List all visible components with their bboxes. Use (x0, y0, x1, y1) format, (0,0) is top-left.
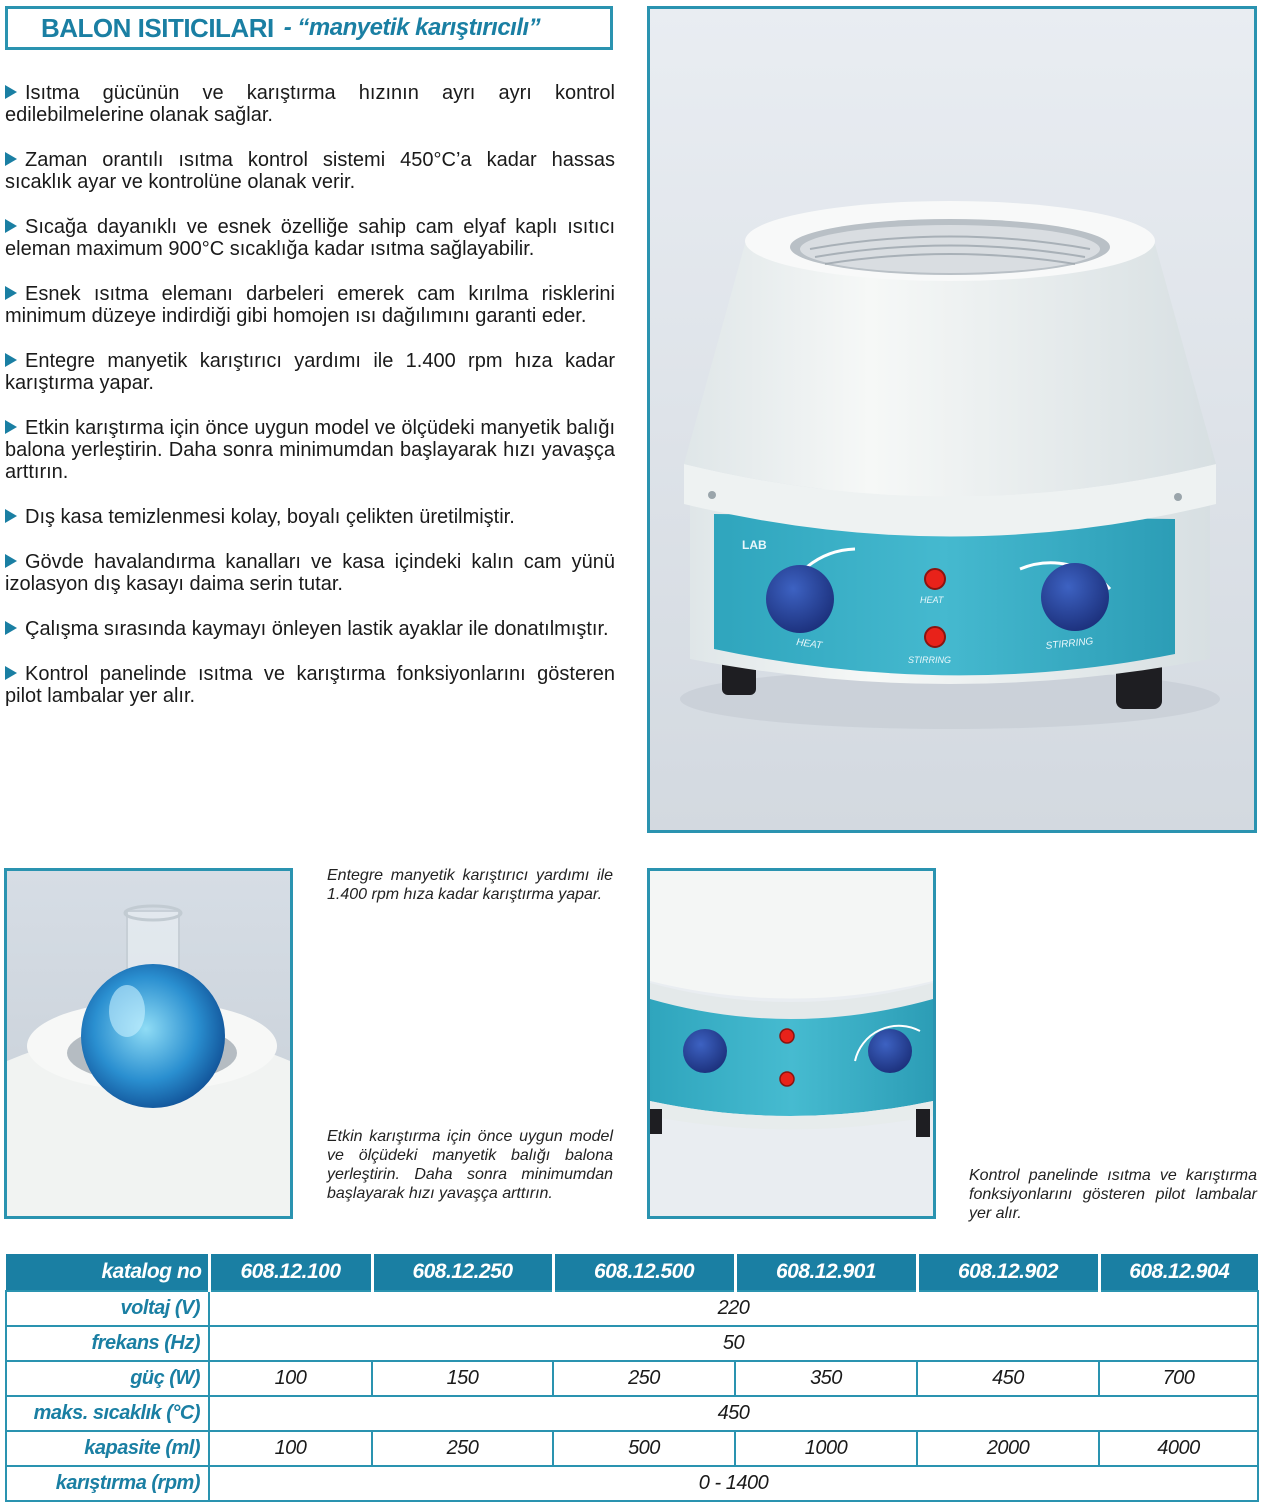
cell-value: 1000 (735, 1431, 917, 1466)
title-box (5, 6, 613, 50)
arrow-bullet-icon (5, 554, 17, 568)
flask-with-stirrer-illustration (7, 871, 290, 1216)
arrow-bullet-icon (5, 85, 17, 99)
control-panel-illustration (650, 871, 933, 1216)
brand-logo-text: LAB (742, 538, 767, 552)
arrow-bullet-icon (5, 286, 17, 300)
table-header-row (6, 1254, 1258, 1291)
row-label: voltaj (V) (6, 1291, 209, 1326)
cell-value: 150 (372, 1361, 553, 1396)
catalog-number: 608.12.904 (1099, 1254, 1258, 1291)
cell-value: 4000 (1099, 1431, 1258, 1466)
catalog-number: 608.12.901 (735, 1254, 917, 1291)
arrow-bullet-icon (5, 509, 17, 523)
table-row (6, 1291, 1258, 1326)
page-title: BALON ISITICILARI (41, 12, 274, 43)
catalog-number: 608.12.100 (209, 1254, 372, 1291)
table-row (6, 1431, 1258, 1466)
caption-stir-bar: Etkin karıştırma için önce uygun model ve ölçüdeki manyetik balığı balona yerleştirin. Daha sonra minimumdan başlayarak hızı yavaşça arttırın. (327, 1128, 613, 1202)
stirring-lamp-label: STIRRING (908, 655, 952, 665)
flask-photo (4, 868, 293, 1219)
feature-list (5, 82, 615, 730)
merged-value: 0 - 1400 (209, 1466, 1258, 1501)
cell-value: 500 (553, 1431, 735, 1466)
feature-item: Dış kasa temizlenmesi kolay, boyalı çelikten üretilmiştir. (5, 506, 615, 528)
feature-item: Çalışma sırasında kaymayı önleyen lastik ayaklar ile donatılmıştır. (5, 618, 615, 640)
table-row (6, 1326, 1258, 1361)
row-label: karıştırma (rpm) (6, 1466, 209, 1501)
row-label: kapasite (ml) (6, 1431, 209, 1466)
table-row (6, 1361, 1258, 1396)
merged-value: 50 (209, 1326, 1258, 1361)
heat-lamp-label: HEAT (920, 595, 944, 605)
merged-value: 220 (209, 1291, 1258, 1326)
feature-item: Esnek ısıtma elemanı darbeleri emerek cam kırılma risklerini minimum düzeye indirdiği gibi homojen ısı dağılımını garanti eder. (5, 283, 615, 327)
control-panel-photo (647, 868, 936, 1219)
stirring-knob-label: STIRRING (1045, 636, 1094, 652)
row-label: frekans (Hz) (6, 1326, 209, 1361)
arrow-bullet-icon (5, 420, 17, 434)
heat-knob-label: HEAT (795, 637, 823, 652)
cell-value: 350 (735, 1361, 917, 1396)
merged-value: 450 (209, 1396, 1258, 1431)
catalog-number: 608.12.250 (372, 1254, 553, 1291)
cell-value: 100 (209, 1431, 372, 1466)
cell-value: 250 (372, 1431, 553, 1466)
cell-value: 450 (917, 1361, 1099, 1396)
caption-pilot-lamps: Kontrol panelinde ısıtma ve karıştırma fonksiyonlarını gösteren pilot lambalar yer alır. (969, 1167, 1257, 1222)
page-subtitle: - “manyetik karıştırıcılı” (283, 14, 541, 41)
feature-item: Kontrol panelinde ısıtma ve karıştırma fonksiyonlarını gösteren pilot lambalar yer alır. (5, 663, 615, 707)
row-label: güç (W) (6, 1361, 209, 1396)
arrow-bullet-icon (5, 353, 17, 367)
arrow-bullet-icon (5, 666, 17, 680)
caption-stirrer: Entegre manyetik karıştırıcı yardımı ile 1.400 rpm hıza kadar karıştırma yapar. (327, 867, 613, 903)
product-photo (647, 6, 1257, 833)
feature-item: Zaman orantılı ısıtma kontrol sistemi 450°C’a kadar hassas sıcaklık ayar ve kontrolüne olanak verir. (5, 149, 615, 193)
arrow-bullet-icon (5, 219, 17, 233)
cell-value: 250 (553, 1361, 735, 1396)
feature-item: Gövde havalandırma kanalları ve kasa içindeki kalın cam yünü izolasyon dış kasayı daima serin tutar. (5, 551, 615, 595)
feature-item: Isıtma gücünün ve karıştırma hızının ayrı ayrı kontrol edilebilmelerine olanak sağlar. (5, 82, 615, 126)
header-label: katalog no (6, 1254, 209, 1291)
cell-value: 2000 (917, 1431, 1099, 1466)
heating-mantle-illustration (650, 9, 1254, 830)
catalog-number: 608.12.500 (553, 1254, 735, 1291)
feature-item: Etkin karıştırma için önce uygun model ve ölçüdeki manyetik balığı balona yerleştirin. Daha sonra minimumdan başlayarak hızı yavaşça arttırın. (5, 417, 615, 483)
feature-item: Sıcağa dayanıklı ve esnek özelliğe sahip cam elyaf kaplı ısıtıcı eleman maximum 900°C sıcaklığa kadar ısıtma sağlayabilir. (5, 216, 615, 260)
table-row (6, 1396, 1258, 1431)
cell-value: 100 (209, 1361, 372, 1396)
row-label: maks. sıcaklık (°C) (6, 1396, 209, 1431)
feature-item: Entegre manyetik karıştırıcı yardımı ile 1.400 rpm hıza kadar karıştırma yapar. (5, 350, 615, 394)
spec-table (5, 1254, 1259, 1502)
arrow-bullet-icon (5, 621, 17, 635)
arrow-bullet-icon (5, 152, 17, 166)
cell-value: 700 (1099, 1361, 1258, 1396)
catalog-number: 608.12.902 (917, 1254, 1099, 1291)
table-row (6, 1466, 1258, 1501)
